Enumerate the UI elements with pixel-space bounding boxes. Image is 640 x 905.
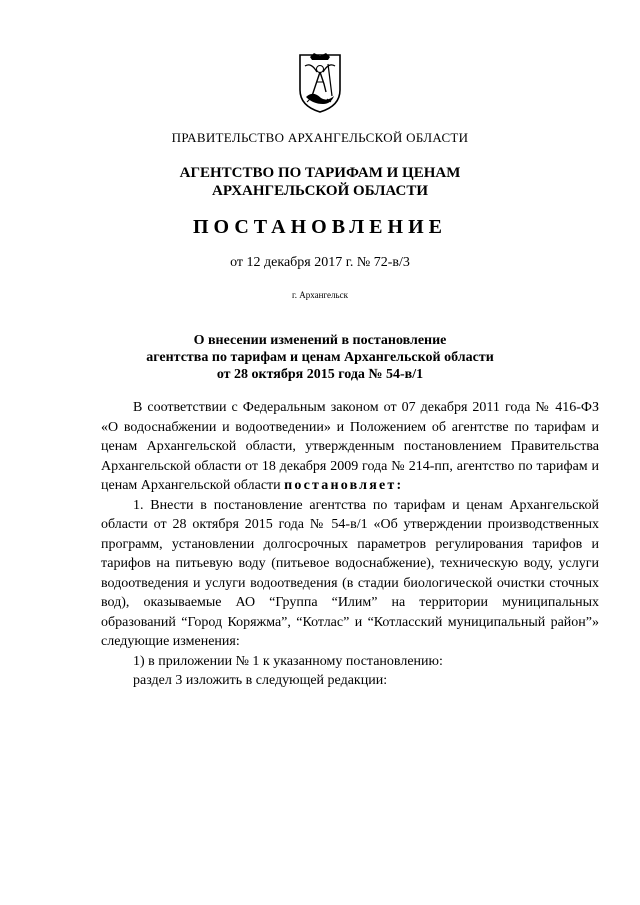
document-date-number: от 12 декабря 2017 г. № 72-в/3 xyxy=(230,255,410,270)
paragraph-subitem-1: 1) в приложении № 1 к указанному постановлению: xyxy=(133,653,443,669)
agency-name-line1: АГЕНТСТВО ПО ТАРИФАМ И ЦЕНАМ xyxy=(179,165,461,181)
document-subject xyxy=(0,332,640,383)
paragraph-preamble xyxy=(101,398,599,496)
document-body xyxy=(101,398,599,691)
government-name: ПРАВИТЕЛЬСТВО АРХАНГЕЛЬСКОЙ ОБЛАСТИ xyxy=(171,130,469,145)
decree-word: постановляет: xyxy=(284,478,404,493)
subject-line1: О внесении изменений в постановление xyxy=(193,333,447,348)
agency-name xyxy=(0,164,640,200)
subject-line2: агентства по тарифам и ценам Архангельской области xyxy=(146,350,494,365)
paragraph-item-1: 1. Внести в постановление агентства по тарифам и ценам Архангельской области от 28 октября 2015 года № 54-в/1 «Об утверждении производственных программ, установлении долгосрочных параметров регулирования тарифов и тарифов на питьевую воду (питьевое водоснабжение), техническую воду, услуги водоотведения и услуги водоотведения (в стадии биологической очистки сточных вод), оказываемые АО “Группа “Илим” на территории муниципальных образований “Город Коряжма”, “Котлас” и “Котласский муниципальный район”» следующие изменения: xyxy=(101,497,599,649)
agency-name-line2: АРХАНГЕЛЬСКОЙ ОБЛАСТИ xyxy=(212,183,428,199)
paragraph-section-3: раздел 3 изложить в следующей редакции: xyxy=(133,673,388,688)
document-city: г. Архангельск xyxy=(292,290,348,300)
coat-of-arms-icon xyxy=(297,52,343,114)
subject-line3: от 28 октября 2015 года № 54-в/1 xyxy=(216,367,424,382)
preamble-text: В соответствии с Федеральным законом от 07 декабря 2011 года № 416-ФЗ «О водоснабжении и водоотведении» и Положением об агентстве по тарифам и ценам Архангельской области, утвержденным постановлением Правительства Архангельской области от 18 декабря 2009 года № 214-пп, агентство по тарифам и ценам Архангельской области xyxy=(101,400,599,493)
document-type: ПОСТАНОВЛЕНИЕ xyxy=(193,216,447,238)
